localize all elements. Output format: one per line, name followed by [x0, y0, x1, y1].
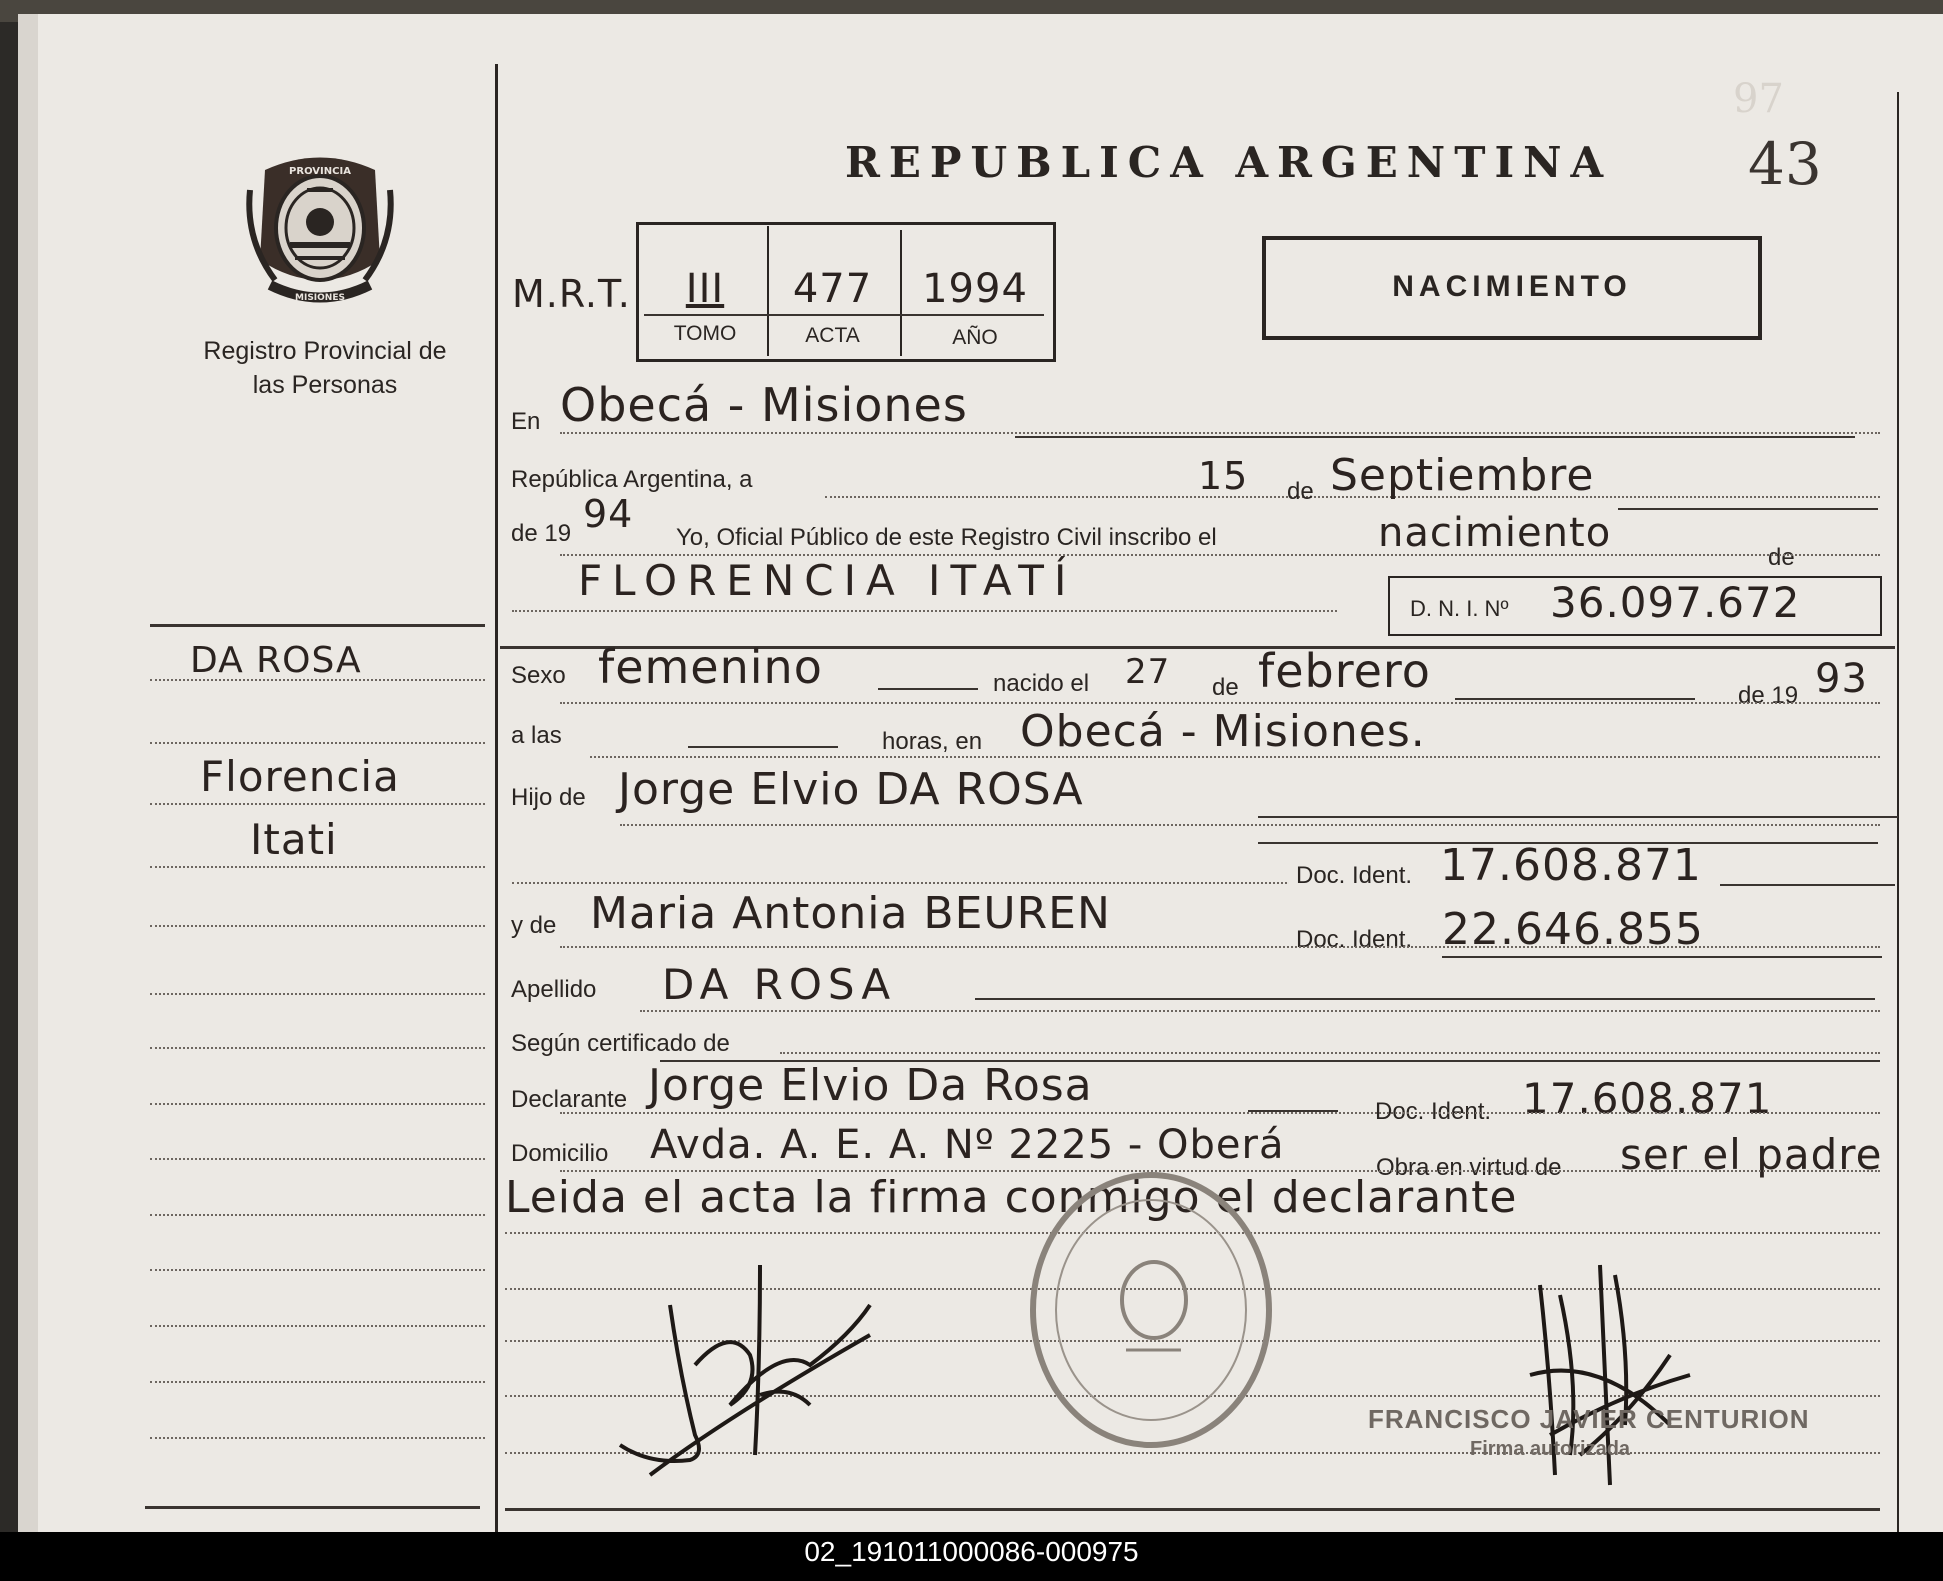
country-title: REPUBLICA ARGENTINA — [845, 138, 1613, 187]
child-name: FLORENCIA ITATÍ — [578, 556, 1077, 605]
anio-value: 1994 — [922, 266, 1028, 312]
segun-label: Según certificado de — [511, 1030, 730, 1057]
place-value: Obecá - Misiones — [560, 378, 968, 432]
registry-name: Registro Provincial de las Personas — [203, 337, 447, 399]
seal-text-bottom: MISIONES — [295, 293, 345, 303]
margin-top-rule — [150, 624, 485, 627]
faint-page-number: 97 — [1733, 76, 1784, 122]
official-round-stamp — [1016, 1160, 1286, 1460]
page-number: 43 — [1748, 130, 1822, 198]
acta-label: ACTA — [805, 324, 860, 347]
margin-given-name-1: Florencia — [200, 752, 400, 801]
sexo-label: Sexo — [511, 662, 566, 689]
obra-label: Obra en virtud de — [1376, 1154, 1562, 1181]
tomo-label: TOMO — [673, 322, 737, 345]
month-value: Septiembre — [1330, 450, 1595, 501]
doc-label-mother: Doc. Ident. — [1296, 926, 1413, 953]
right-border — [1897, 92, 1899, 1532]
mother-name: Maria Antonia BEUREN — [590, 888, 1111, 939]
apellido-value: DA ROSA — [662, 960, 897, 1009]
margin-surname: DA ROSA — [190, 640, 362, 681]
tomo-value: III — [685, 266, 725, 312]
father-name: Jorge Elvio DA ROSA — [618, 764, 1084, 815]
yde-label: y de — [511, 912, 557, 939]
doc-label-declarante: Doc. Ident. — [1375, 1098, 1492, 1125]
event-value: nacimiento — [1378, 510, 1612, 556]
birth-month: febrero — [1258, 644, 1431, 698]
hijo-label: Hijo de — [511, 784, 586, 811]
dni-value: 36.097.672 — [1550, 578, 1801, 627]
de19-label-2: de 19 — [1738, 682, 1799, 709]
de19-label: de 19 — [511, 520, 572, 547]
margin-given-name-2: Itati — [250, 815, 338, 864]
birth-year-suffix: 93 — [1815, 656, 1868, 702]
anio-label: AÑO — [952, 326, 998, 349]
sexo-value: femenino — [598, 640, 823, 694]
dni-label: D. N. I. Nº — [1410, 596, 1509, 621]
domicilio-label: Domicilio — [511, 1140, 609, 1167]
mrt-prefix: M.R.T. — [512, 272, 631, 316]
de-label-3: de — [1212, 674, 1239, 701]
birth-day: 27 — [1125, 652, 1171, 692]
file-id: 02_191011000086-000975 — [804, 1536, 1139, 1567]
declarante-value: Jorge Elvio Da Rosa — [648, 1060, 1093, 1111]
margin-bottom-rule — [145, 1506, 480, 1509]
mother-doc: 22.646.855 — [1442, 904, 1704, 955]
page-binding-edge — [18, 14, 38, 1532]
yo-label: Yo, Oficial Público de este Registro Civil inscribo el — [676, 524, 1217, 551]
obra-value: ser el padre — [1620, 1130, 1883, 1179]
declarante-doc: 17.608.871 — [1522, 1074, 1773, 1123]
declarant-signature — [610, 1245, 880, 1500]
de-label-2: de — [1768, 544, 1795, 571]
misiones-coat-of-arms-seal — [245, 150, 395, 305]
doc-label-father: Doc. Ident. — [1296, 862, 1413, 889]
officer-signature — [1510, 1255, 1710, 1505]
domicilio-value: Avda. A. E. A. Nº 2225 - Oberá — [650, 1122, 1285, 1168]
en-label: En — [511, 408, 541, 435]
acta-value: 477 — [792, 266, 873, 312]
de-label: de — [1287, 478, 1314, 505]
officer-stamp-sub: Firma autorizada — [1470, 1438, 1631, 1460]
father-doc: 17.608.871 — [1440, 840, 1702, 891]
horas-label: horas, en — [882, 728, 983, 755]
column-divider — [495, 64, 498, 1532]
record-type: NACIMIENTO — [1392, 270, 1632, 303]
alas-label: a las — [511, 722, 562, 749]
nacido-label: nacido el — [993, 670, 1090, 697]
year-suffix: 94 — [583, 492, 634, 536]
republica-label: República Argentina, a — [511, 466, 753, 493]
seal-text-top: PROVINCIA — [289, 166, 351, 177]
officer-stamp: FRANCISCO JAVIER CENTURION — [1368, 1404, 1810, 1434]
declarante-label: Declarante — [511, 1086, 628, 1113]
apellido-label: Apellido — [511, 976, 597, 1003]
closing-text: Leida el acta la firma conmigo el declarante — [505, 1172, 1518, 1223]
birth-place: Obecá - Misiones. — [1020, 706, 1426, 757]
day-value: 15 — [1198, 454, 1249, 498]
